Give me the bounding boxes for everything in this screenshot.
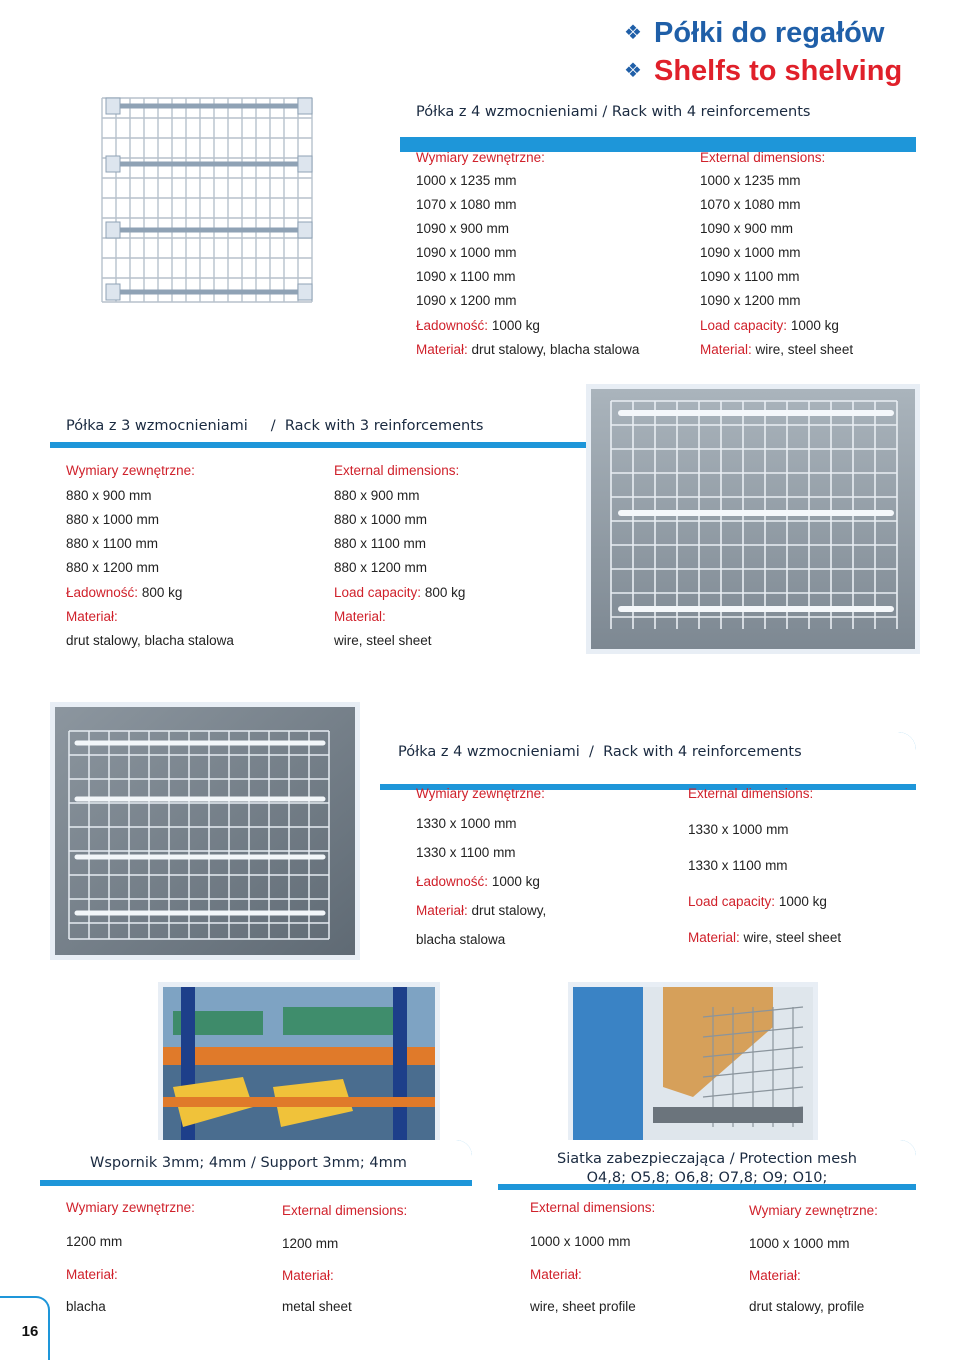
s4-pl-material-value: blacha bbox=[66, 1299, 106, 1314]
s5-pl-dims-label: Wymiary zewnętrzne: bbox=[749, 1203, 878, 1218]
s4-pl-dims-label: Wymiary zewnętrzne: bbox=[66, 1200, 195, 1215]
s4-en-dims-label: External dimensions: bbox=[282, 1203, 408, 1218]
diamond-bullet-icon: ❖ bbox=[624, 22, 642, 44]
s2-en-dim: 880 x 1100 mm bbox=[334, 536, 427, 551]
s2-pl-dim: 880 x 1200 mm bbox=[66, 560, 160, 575]
product-photo-support bbox=[158, 982, 440, 1152]
s5-pl-dim: 1000 x 1000 mm bbox=[749, 1236, 850, 1251]
section2-heading: Półka z 3 wzmocnieniami / Rack with 3 reinforcements bbox=[66, 418, 484, 434]
s1-en-dim: 1090 x 1000 mm bbox=[700, 245, 801, 260]
s3-en-dim: 1330 x 1000 mm bbox=[688, 822, 789, 837]
protection-mesh-illustration bbox=[573, 987, 813, 1147]
s4-en-dim: 1200 mm bbox=[282, 1236, 339, 1251]
s1-en-material: Material: wire, steel sheet bbox=[700, 342, 854, 357]
page-title-en bbox=[624, 55, 902, 88]
s2-pl-dim: 880 x 900 mm bbox=[66, 488, 152, 503]
s1-pl-dim: 1090 x 1200 mm bbox=[416, 293, 517, 308]
section4-heading: Wspornik 3mm; 4mm / Support 3mm; 4mm bbox=[90, 1155, 407, 1171]
s1-pl-dim: 1090 x 1000 mm bbox=[416, 245, 517, 260]
s2-en-material-value: wire, steel sheet bbox=[334, 633, 432, 648]
s5-pl-material-value: drut stalowy, profile bbox=[749, 1299, 865, 1314]
diamond-bullet-icon: ❖ bbox=[624, 60, 642, 82]
section3-heading: Półka z 4 wzmocnieniami / Rack with 4 reinforcements bbox=[398, 744, 802, 760]
s5-en-material-value: wire, sheet profile bbox=[530, 1299, 636, 1314]
s3-pl-material-cont: blacha stalowa bbox=[416, 932, 506, 947]
s1-pl-dim: 1070 x 1080 mm bbox=[416, 197, 517, 212]
s3-pl-material: Materiał: drut stalowy, bbox=[416, 903, 547, 918]
s1-pl-dim: 1090 x 1100 mm bbox=[416, 269, 516, 284]
s3-en-material: Material: wire, steel sheet bbox=[688, 930, 842, 945]
title-en-text: Shelfs to shelving bbox=[654, 55, 903, 87]
s2-en-dims-label: External dimensions: bbox=[334, 463, 460, 478]
s1-en-load: Load capacity: 1000 kg bbox=[700, 318, 839, 333]
s5-pl-material-label: Materiał: bbox=[749, 1268, 801, 1283]
product-photo-rack-4 bbox=[80, 80, 336, 320]
section1-heading: Półka z 4 wzmocnieniami / Rack with 4 reinforcements bbox=[416, 104, 811, 120]
support-beam-illustration bbox=[163, 987, 435, 1147]
s4-en-material-value: metal sheet bbox=[282, 1299, 352, 1314]
s1-en-dim: 1090 x 1200 mm bbox=[700, 293, 801, 308]
s2-en-dim: 880 x 1200 mm bbox=[334, 560, 428, 575]
s4-en-material-label: Materiał: bbox=[282, 1268, 334, 1283]
product-photo-rack-4-large bbox=[50, 702, 360, 960]
s2-pl-dim: 880 x 1100 mm bbox=[66, 536, 159, 551]
product-photo-mesh bbox=[568, 982, 818, 1152]
s1-pl-load: Ładowność: 1000 kg bbox=[416, 318, 540, 333]
s3-en-dims-label: External dimensions: bbox=[688, 786, 814, 801]
s1-pl-dims-label: Wymiary zewnętrzne: bbox=[416, 150, 545, 165]
s2-pl-dim: 880 x 1000 mm bbox=[66, 512, 160, 527]
s1-en-dim: 1000 x 1235 mm bbox=[700, 173, 801, 188]
wire-rack-large-illustration bbox=[55, 707, 355, 955]
section5-heading-line2: O4,8; O5,8; O6,8; O7,8; O9; O10; bbox=[586, 1170, 828, 1186]
section5-heading-line1: Siatka zabezpieczająca / Protection mesh bbox=[557, 1151, 857, 1167]
s4-pl-dim: 1200 mm bbox=[66, 1234, 123, 1249]
title-pl-text: Półki do regałów bbox=[654, 17, 885, 49]
s1-pl-dim: 1000 x 1235 mm bbox=[416, 173, 517, 188]
s2-pl-material-label: Materiał: bbox=[66, 609, 118, 624]
s5-en-dims-label: External dimensions: bbox=[530, 1200, 656, 1215]
s2-en-dim: 880 x 900 mm bbox=[334, 488, 420, 503]
s2-en-dim: 880 x 1000 mm bbox=[334, 512, 428, 527]
s2-pl-load: Ładowność: 800 kg bbox=[66, 585, 183, 600]
page-title-pl bbox=[624, 17, 884, 50]
wire-rack-illustration bbox=[80, 80, 336, 320]
page-number: 16 bbox=[21, 1323, 39, 1340]
s2-en-material-label: Material: bbox=[334, 609, 386, 624]
s2-pl-material-value: drut stalowy, blacha stalowa bbox=[66, 633, 234, 648]
s2-pl-dims-label: Wymiary zewnętrzne: bbox=[66, 463, 195, 478]
s1-en-dims-label: External dimensions: bbox=[700, 150, 826, 165]
s3-en-dim: 1330 x 1100 mm bbox=[688, 858, 788, 873]
s1-en-dim: 1090 x 900 mm bbox=[700, 221, 794, 236]
s2-en-load: Load capacity: 800 kg bbox=[334, 585, 466, 600]
s5-en-dim: 1000 x 1000 mm bbox=[530, 1234, 631, 1249]
section2-header-bg bbox=[50, 392, 640, 442]
s3-en-load: Load capacity: 1000 kg bbox=[688, 894, 827, 909]
s3-pl-dim: 1330 x 1100 mm bbox=[416, 845, 516, 860]
s4-pl-material-label: Materiał: bbox=[66, 1267, 118, 1282]
s5-en-material-label: Materiał: bbox=[530, 1267, 582, 1282]
s1-en-dim: 1090 x 1100 mm bbox=[700, 269, 800, 284]
s1-en-dim: 1070 x 1080 mm bbox=[700, 197, 801, 212]
wire-rack-3-illustration bbox=[591, 389, 915, 649]
s3-pl-load: Ładowność: 1000 kg bbox=[416, 874, 540, 889]
s3-pl-dim: 1330 x 1000 mm bbox=[416, 816, 517, 831]
product-photo-rack-3 bbox=[586, 384, 920, 654]
s1-pl-material: Materiał: drut stalowy, blacha stalowa bbox=[416, 342, 640, 357]
s1-pl-dim: 1090 x 900 mm bbox=[416, 221, 510, 236]
s3-pl-dims-label: Wymiary zewnętrzne: bbox=[416, 786, 545, 801]
